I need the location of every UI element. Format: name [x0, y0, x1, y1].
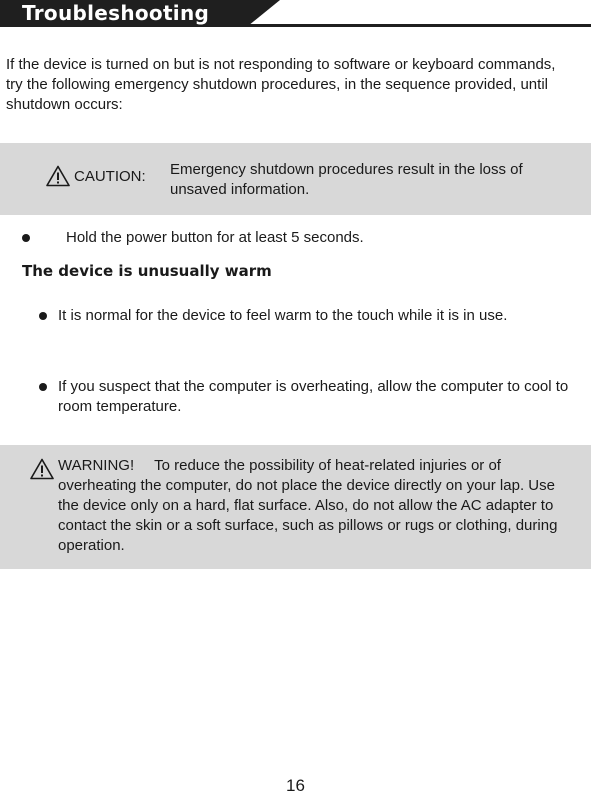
- section-heading: The device is unusually warm: [22, 262, 272, 280]
- warning-label: WARNING!: [58, 457, 135, 474]
- warm-bullet: If you suspect that the computer is overheating, allow the computer to cool to room temperature.: [58, 378, 569, 415]
- intro-paragraph: If the device is turned on but is not responding to software or keyboard commands, try the following emergency shutdown procedures, in the sequence provided, until shutdown occurs:: [6, 56, 556, 113]
- caution-callout: [0, 143, 591, 215]
- page-number: 16: [286, 776, 305, 795]
- warning-callout: [0, 445, 591, 569]
- shutdown-step: Hold the power button for at least 5 seconds.: [66, 229, 364, 246]
- warm-bullet: It is normal for the device to feel warm to the touch while it is in use.: [58, 307, 508, 324]
- caution-label: CAUTION:: [74, 168, 146, 185]
- page-header: [0, 0, 591, 28]
- warning-body: To reduce the possibility of heat-related injuries or of overheating the computer, do not place the device directly on your lap. Use the device only on a hard, flat surface. Also, do not allow the AC adapter to contact the skin or a soft surface, such as pillows or rugs or clothing, during operation.: [58, 457, 558, 554]
- bullet-dot: [39, 312, 47, 320]
- warning-triangle-icon: [30, 458, 54, 480]
- bullet-dot: [22, 234, 30, 242]
- warning-triangle-icon: [46, 165, 70, 187]
- page-title: Troubleshooting: [22, 1, 210, 25]
- warning-text: [58, 456, 578, 556]
- caution-text: Emergency shutdown procedures result in the loss of unsaved information.: [170, 161, 523, 198]
- bullet-dot: [39, 383, 47, 391]
